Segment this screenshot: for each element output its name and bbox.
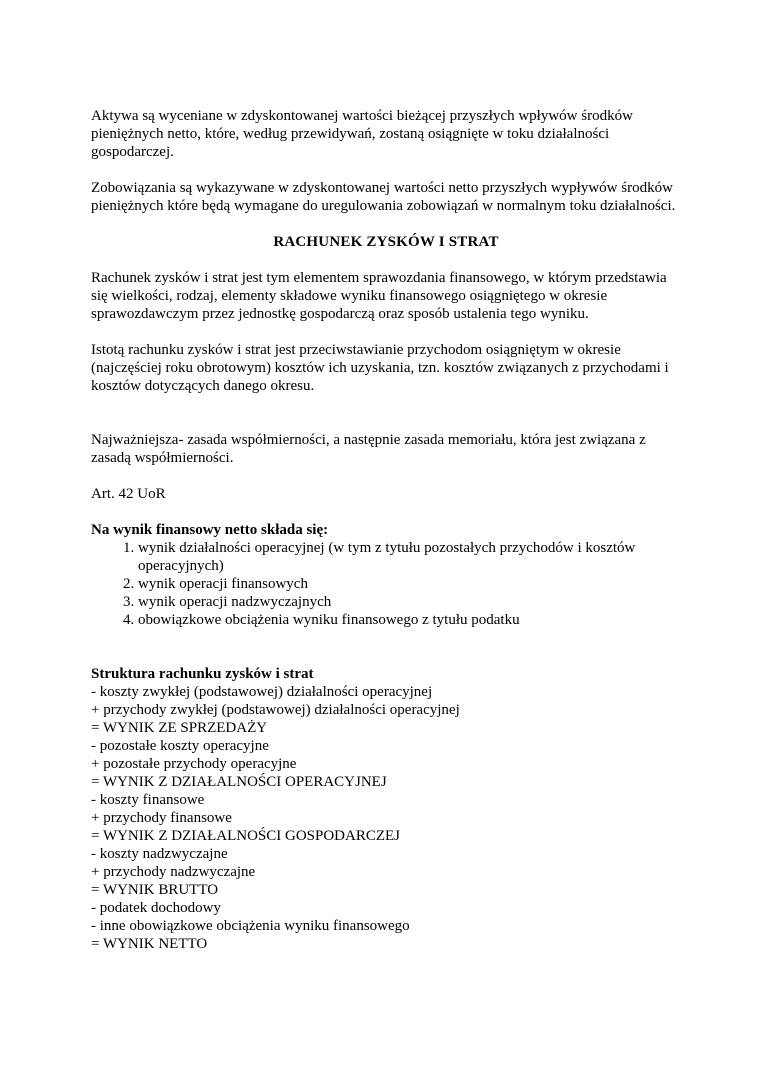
principle-paragraph: Najważniejsza- zasada współmierności, a następnie zasada memoriału, która jest związana z zasadą współmierności.	[91, 432, 646, 466]
structure-line: = WYNIK ZE SPRZEDAŻY	[91, 720, 268, 736]
structure-line: - pozostałe koszty operacyjne	[91, 738, 269, 754]
structure-line: + przychody nadzwyczajne	[91, 864, 256, 880]
structure-list	[91, 683, 681, 953]
structure-heading: Struktura rachunku zysków i strat	[91, 666, 314, 682]
structure-line: + przychody zwykłej (podstawowej) działalności operacyjnej	[91, 702, 460, 718]
liabilities-paragraph: Zobowiązania są wykazywane w zdyskontowanej wartości netto przyszłych wypływów środków pieniężnych które będą wymagane do uregulowania zobowiązań w normalnym toku działalności.	[91, 180, 676, 214]
essence-paragraph: Istotą rachunku zysków i strat jest przeciwstawianie przychodom osiągniętym w okresie (najczęściej roku obrotowym) kosztów ich uzyskania, tzn. kosztów związanych z przychodami i kosztów dotyczących danego okresu.	[91, 342, 669, 394]
list-item: 4. obowiązkowe obciążenia wyniku finansowego z tytułu podatku	[138, 611, 681, 629]
document-page	[91, 107, 681, 953]
structure-line: - koszty finansowe	[91, 792, 205, 808]
section-title: RACHUNEK ZYSKÓW I STRAT	[273, 234, 499, 250]
structure-line: - koszty nadzwyczajne	[91, 846, 228, 862]
structure-line: + przychody finansowe	[91, 810, 232, 826]
spacer	[91, 647, 681, 665]
structure-line: = WYNIK NETTO	[91, 936, 208, 952]
article-reference: Art. 42 UoR	[91, 486, 166, 502]
list-item: 3. wynik operacji nadzwyczajnych	[138, 593, 681, 611]
list-item: 2. wynik operacji finansowych	[138, 575, 681, 593]
net-result-list	[91, 539, 681, 629]
assets-paragraph: Aktywa są wyceniane w zdyskontowanej wartości bieżącej przyszłych wpływów środków pieniężnych netto, które, według przewidywań, zostaną osiągnięte w toku działalności gospodarczej.	[91, 108, 633, 160]
spacer	[91, 629, 681, 647]
spacer	[91, 413, 681, 431]
structure-line: = WYNIK BRUTTO	[91, 882, 219, 898]
structure-line: - inne obowiązkowe obciążenia wyniku finansowego	[91, 918, 410, 934]
structure-line: + pozostałe przychody operacyjne	[91, 756, 297, 772]
structure-line: - koszty zwykłej (podstawowej) działalności operacyjnej	[91, 684, 433, 700]
structure-line: = WYNIK Z DZIAŁALNOŚCI OPERACYJNEJ	[91, 774, 387, 790]
list-item: 1. wynik działalności operacyjnej (w tym z tytułu pozostałych przychodów i kosztów operacyjnych)	[138, 539, 681, 575]
net-result-heading: Na wynik finansowy netto składa się:	[91, 522, 329, 538]
structure-line: - podatek dochodowy	[91, 900, 221, 916]
structure-line: = WYNIK Z DZIAŁALNOŚCI GOSPODARCZEJ	[91, 828, 401, 844]
definition-paragraph: Rachunek zysków i strat jest tym elementem sprawozdania finansowego, w którym przedstawia się wielkości, rodzaj, elementy składowe wyniku finansowego osiągniętego w okresie sprawozdawczym przez jednostkę gospodarczą oraz sposób ustalenia tego wyniku.	[91, 270, 667, 322]
